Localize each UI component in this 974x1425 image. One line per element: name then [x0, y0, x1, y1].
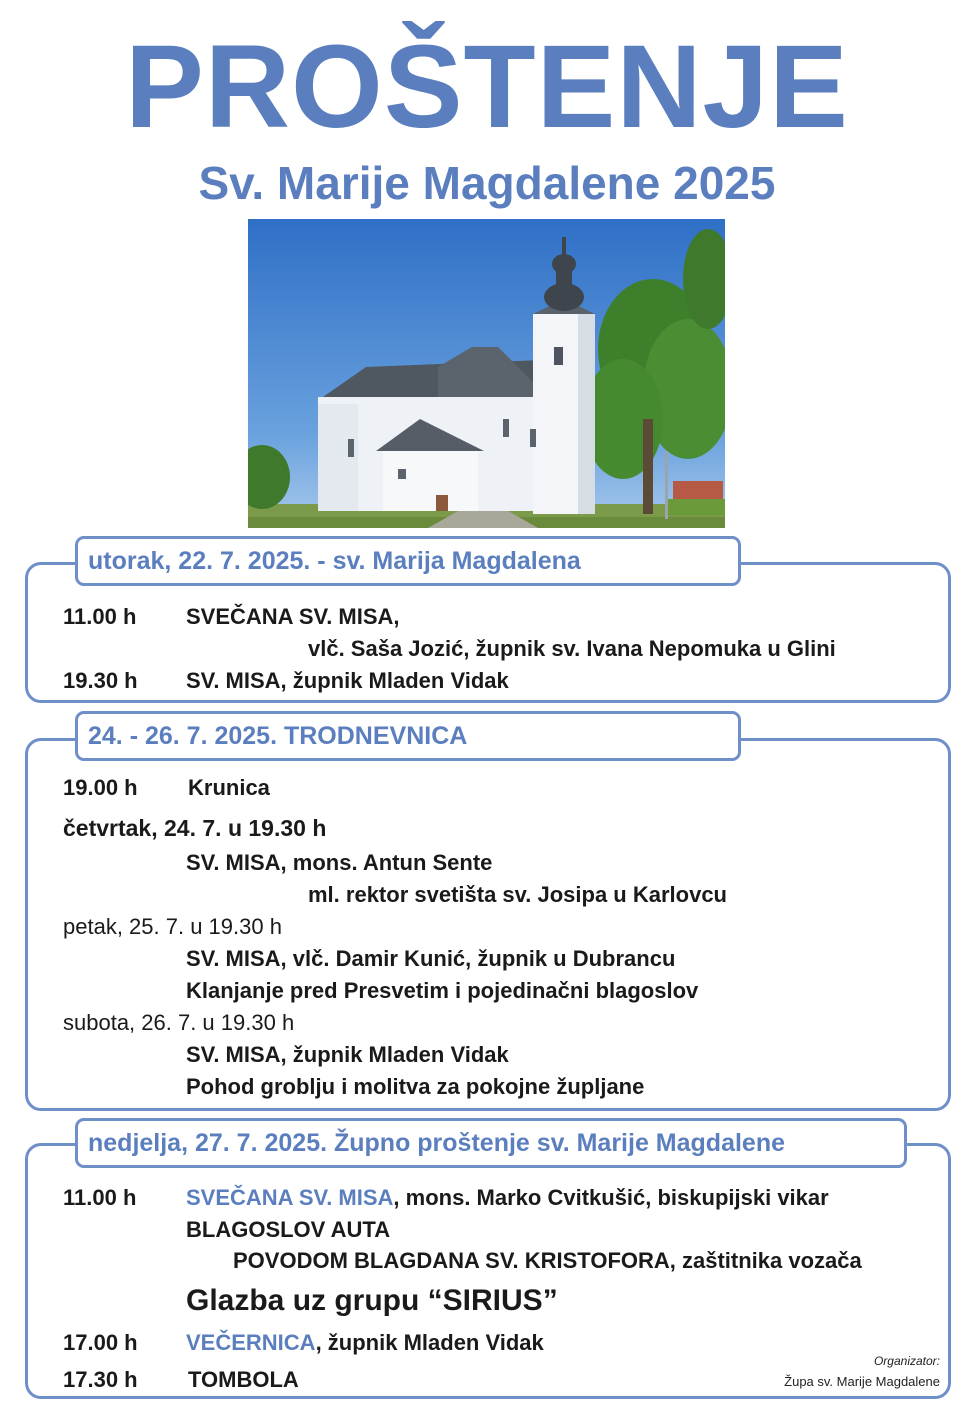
schedule-event: SV. MISA, župnik Mladen Vidak: [186, 668, 509, 693]
schedule-event-detail: POVODOM BLAGDANA SV. KRISTOFORA, zaštitnika vozača: [233, 1248, 862, 1273]
schedule-event-detail: Pohod groblju i molitva za pokojne župljane: [186, 1074, 645, 1099]
organizer-label: Organizator:: [873, 1354, 940, 1368]
schedule-event-detail: , mons. Marko Cvitkušić, biskupijski vikar: [393, 1185, 829, 1210]
schedule-time: 17.30 h: [63, 1367, 138, 1392]
schedule-event-detail: , župnik Mladen Vidak: [315, 1330, 544, 1355]
section-sunday-heading: nedjelja, 27. 7. 2025. Župno proštenje sv. Marije Magdalene: [75, 1118, 907, 1168]
schedule-event-detail: ml. rektor svetišta sv. Josipa u Karlovcu: [308, 882, 727, 907]
day-heading: subota, 26. 7. u 19.30 h: [63, 1010, 295, 1035]
poster-subtitle: Sv. Marije Magdalene 2025: [198, 157, 776, 209]
section-tuesday-heading: utorak, 22. 7. 2025. - sv. Marija Magdalena: [75, 536, 741, 586]
music-announcement: Glazba uz grupu “SIRIUS”: [186, 1284, 558, 1317]
schedule-event-highlight: TOMBOLA: [188, 1367, 299, 1392]
schedule-event-detail: vlč. Saša Jozić, župnik sv. Ivana Nepomuka u Glini: [308, 636, 836, 661]
schedule-time: 11.00 h: [63, 604, 137, 629]
organizer-name: Župa sv. Marije Magdalene: [784, 1374, 940, 1389]
schedule-event-detail: Klanjanje pred Presvetim i pojedinačni blagoslov: [186, 978, 699, 1003]
schedule-event-highlight: SVEČANA SV. MISA: [186, 1185, 394, 1210]
schedule-event-highlight: VEČERNICA: [186, 1330, 316, 1355]
day-heading: petak, 25. 7. u 19.30 h: [63, 914, 282, 939]
schedule-time: 19.00 h: [63, 775, 138, 800]
church-photo: [248, 219, 725, 528]
schedule-event: BLAGOSLOV AUTA: [186, 1217, 391, 1242]
schedule-event: [186, 1329, 544, 1357]
schedule-event: SV. MISA, župnik Mladen Vidak: [186, 1042, 509, 1067]
poster-title: PROŠTENJE: [125, 21, 849, 153]
schedule-event: SV. MISA, vlč. Damir Kunić, župnik u Dubrancu: [186, 946, 676, 971]
schedule-time: 19.30 h: [63, 668, 138, 693]
schedule-time: 11.00 h: [63, 1185, 137, 1210]
day-heading: četvrtak, 24. 7. u 19.30 h: [63, 815, 327, 841]
section-triduum-heading: 24. - 26. 7. 2025. TRODNEVNICA: [75, 711, 741, 761]
schedule-time: 17.00 h: [63, 1330, 138, 1355]
schedule-event: SVEČANA SV. MISA,: [186, 604, 400, 629]
schedule-event: [186, 1184, 829, 1212]
schedule-event: SV. MISA, mons. Antun Sente: [186, 850, 493, 875]
schedule-event-highlight: Krunica: [188, 775, 270, 800]
